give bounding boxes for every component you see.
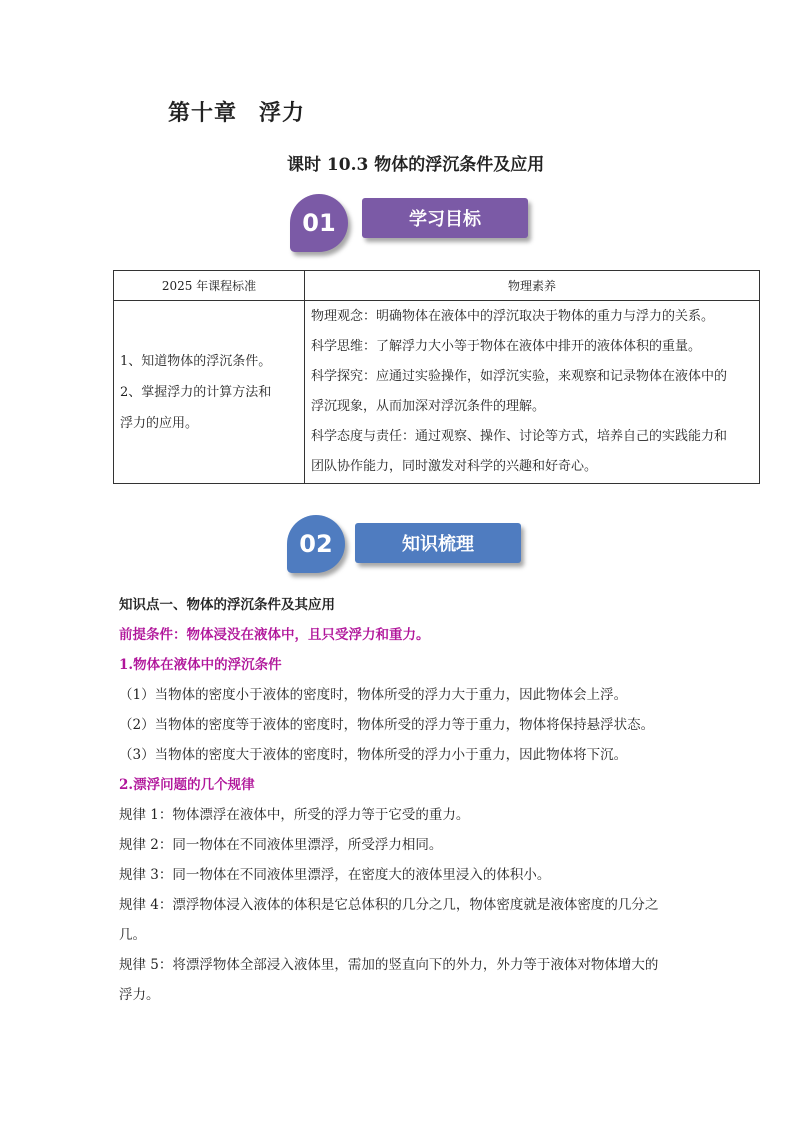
section-number-badge: 02 xyxy=(287,515,345,573)
section-title-bar: 知识梳理 xyxy=(355,523,521,563)
standard-line: 2、掌握浮力的计算方法和 xyxy=(120,384,272,400)
condition-item: （1）当物体的密度小于液体的密度时，物体所受的浮力大于重力，因此物体会上浮。 xyxy=(119,687,628,703)
table-header-row xyxy=(114,271,760,301)
premise-text: 前提条件：物体浸没在液体中，且只受浮力和重力。 xyxy=(119,627,430,643)
rule-item: 规律 2：同一物体在不同液体里漂浮，所受浮力相同。 xyxy=(119,837,443,853)
rule-item: 浮力。 xyxy=(119,987,160,1003)
chapter-title: 浮力 xyxy=(259,100,306,126)
literacy-cell xyxy=(305,301,760,484)
rule-item: 规律 4：漂浮物体浸入液体的体积是它总体积的几分之几，物体密度就是液体密度的几分之 xyxy=(119,897,659,913)
chapter-heading xyxy=(168,96,305,127)
literacy-line: 科学探究：应通过实验操作，如浮沉实验，来观察和记录物体在液体中的 xyxy=(311,369,728,384)
chapter-number: 第十章 xyxy=(168,100,238,126)
lesson-title: 课时 10.3 物体的浮沉条件及应用 xyxy=(287,155,545,175)
section-number-badge: 01 xyxy=(290,194,348,252)
subsection-title: 2.漂浮问题的几个规律 xyxy=(119,777,255,793)
table-header-literacy: 物理素养 xyxy=(305,271,760,301)
literacy-line: 科学思维：了解浮力大小等于物体在液体中排开的液体体积的重量。 xyxy=(311,339,702,354)
knowledge-content xyxy=(119,590,719,1010)
learning-goals-table xyxy=(113,270,760,484)
literacy-line: 科学态度与责任：通过观察、操作、讨论等方式，培养自己的实践能力和 xyxy=(311,429,728,444)
standards-cell xyxy=(114,301,305,484)
section-badge-knowledge xyxy=(287,515,537,575)
literacy-line: 团队协作能力，同时激发对科学的兴趣和好奇心。 xyxy=(311,459,598,474)
literacy-line: 浮沉现象，从而加深对浮沉条件的理解。 xyxy=(311,399,546,414)
rule-item: 规律 3：同一物体在不同液体里漂浮，在密度大的液体里浸入的体积小。 xyxy=(119,867,551,883)
literacy-line: 物理观念：明确物体在液体中的浮沉取决于物体的重力与浮力的关系。 xyxy=(311,309,715,324)
knowledge-point-title: 知识点一、物体的浮沉条件及其应用 xyxy=(119,597,335,613)
rule-item: 规律 5：将漂浮物体全部浸入液体里，需加的竖直向下的外力，外力等于液体对物体增大的 xyxy=(119,957,659,973)
rule-item: 几。 xyxy=(119,927,146,943)
table-header-standard: 2025 年课程标准 xyxy=(114,271,305,301)
table-row xyxy=(114,301,760,484)
standard-line: 浮力的应用。 xyxy=(120,415,199,431)
condition-item: （3）当物体的密度大于液体的密度时，物体所受的浮力小于重力，因此物体将下沉。 xyxy=(119,747,628,763)
condition-item: （2）当物体的密度等于液体的密度时，物体所受的浮力等于重力，物体将保持悬浮状态。 xyxy=(119,717,655,733)
standard-line: 1、知道物体的浮沉条件。 xyxy=(120,353,272,369)
subsection-title: 1.物体在液体中的浮沉条件 xyxy=(119,657,282,673)
rule-item: 规律 1：物体漂浮在液体中，所受的浮力等于它受的重力。 xyxy=(119,807,470,823)
section-title-bar: 学习目标 xyxy=(362,198,528,238)
section-badge-goals xyxy=(290,194,540,254)
